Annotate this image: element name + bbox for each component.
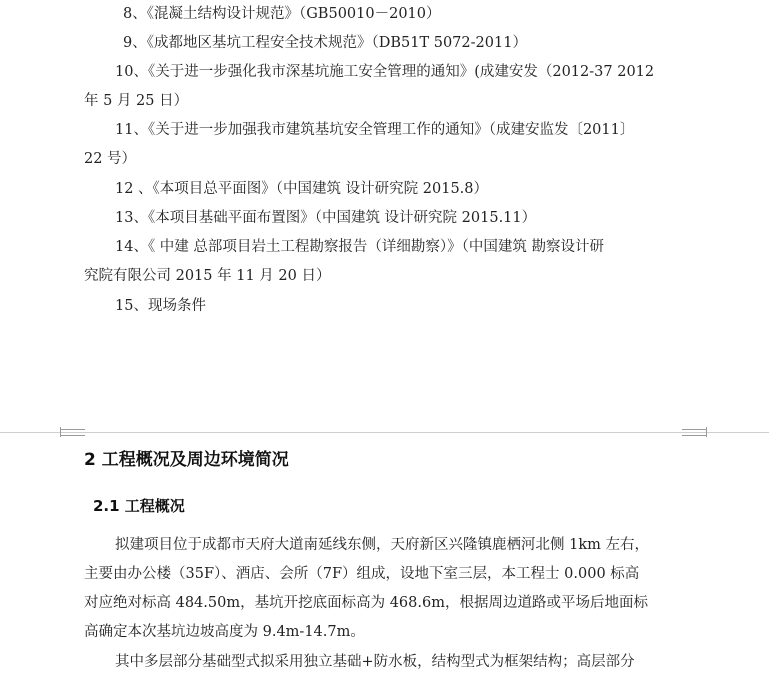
reference-item-14-cont: 究院有限公司 2015 年 11 月 20 日） [84,268,331,284]
paragraph-1-line-4: 高确定本次基坑边坡高度为 9.4m-14.7m。 [84,624,365,640]
page-break-divider [0,432,769,433]
page-2 [0,434,769,687]
paragraph-1-line-1: 拟建项目位于成都市天府大道南延线东侧，天府新区兴隆镇鹿栖河北侧 1km 左右， [115,537,649,553]
paragraph-1-line-3: 对应绝对标高 484.50m，基坑开挖底面标高为 468.6m，根据周边道路或平场后地面标 [84,595,648,611]
reference-item-14: 14、《 中建 总部项目岩土工程勘察报告（详细勘察）》（中国建筑 勘察设计研 [115,239,605,255]
reference-item-12: 12 、《本项目总平面图》（中国建筑 设计研究院 2015.8） [115,181,489,197]
section-heading: 2 工程概况及周边环境简况 [84,450,289,470]
reference-item-11: 11、《关于进一步加强我市建筑基坑安全管理工作的通知》（成建安监发〔2011〕 [115,122,635,138]
reference-item-13: 13、《本项目基础平面布置图》（中国建筑 设计研究院 2015.11） [115,210,537,226]
reference-item-10-cont: 年 5 月 25 日） [84,93,189,109]
paragraph-2-line-1: 其中多层部分基础型式拟采用独立基础+防水板，结构型式为框架结构；高层部分 [115,654,635,670]
reference-item-8: 8、《混凝土结构设计规范》（GB50010－2010） [123,6,441,22]
paragraph-1-line-2: 主要由办公楼（35F）、酒店、会所（7F）组成，设地下室三层，本工程士 0.000 标高 [84,566,640,582]
subsection-heading: 2.1 工程概况 [93,497,185,515]
reference-item-11-cont: 22 号） [84,151,137,167]
reference-item-15: 15、现场条件 [115,298,206,314]
reference-item-10: 10、《关于进一步强化我市深基坑施工安全管理的通知》(成建安发（2012-37 2012 [115,64,655,80]
reference-item-9: 9、《成都地区基坑工程安全技术规范》（DB51T 5072-2011） [123,35,527,51]
